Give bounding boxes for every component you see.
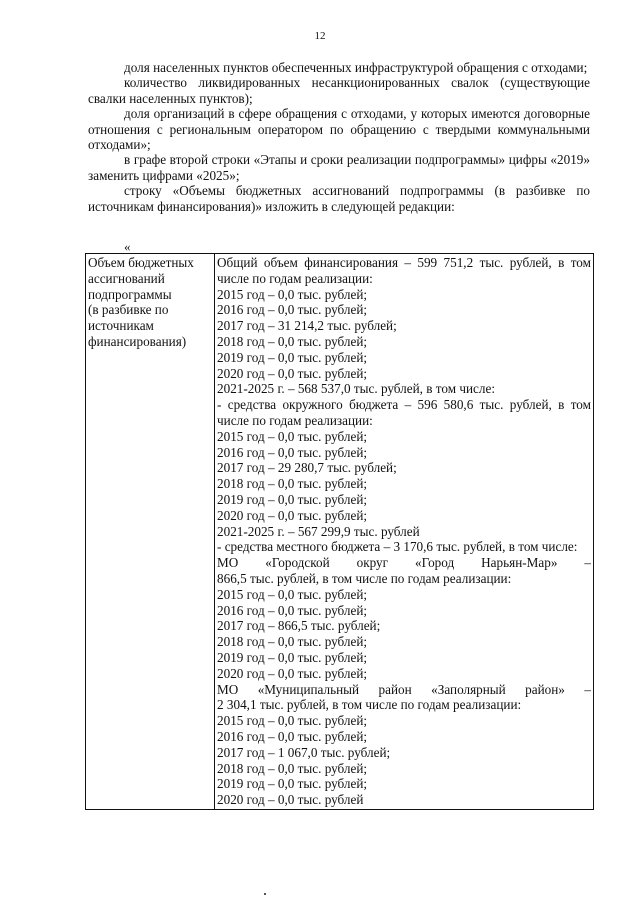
- table-row: [86, 254, 594, 810]
- year-line: 2021-2025 г. – 568 537,0 тыс. рублей, в том числе:: [217, 381, 496, 397]
- mo1-word: МО: [217, 555, 239, 571]
- paragraph: количество ликвидированных несанкционированных свалок (существующие свалки населенных пунктов);: [88, 75, 590, 106]
- paragraph: доля организаций в сфере обращения с отходами, у которых имеются договорные отношения с региональным оператором по обращению с твердыми коммунальными отходами»;: [88, 106, 590, 153]
- intro-text: [88, 60, 590, 214]
- year-line: 2021-2025 г. – 567 299,9 тыс. рублей: [217, 523, 420, 539]
- district-budget: - средства окружного бюджета – 596 580,6 тыс. рублей, в том числе по годам реализации:: [217, 397, 591, 428]
- year-line: 2016 год – 0,0 тыс. рублей;: [217, 602, 368, 618]
- mo1-word: –: [584, 555, 591, 571]
- budget-table: [85, 253, 594, 810]
- label-line: ассигнований: [88, 270, 165, 286]
- opening-quote: «: [124, 239, 131, 254]
- label-line: финансирования): [88, 333, 187, 349]
- year-line: 2016 год – 0,0 тыс. рублей;: [217, 302, 368, 318]
- label-line: источникам: [88, 318, 154, 334]
- mo1-word: «Городской: [265, 555, 330, 571]
- label-line: (в разбивке по: [88, 302, 169, 318]
- year-line: 2020 год – 0,0 тыс. рублей;: [217, 365, 368, 381]
- mo2-heading: [217, 682, 591, 698]
- mo1-total: 866,5 тыс. рублей, в том числе по годам реализации:: [217, 570, 512, 586]
- year-line: 2016 год – 0,0 тыс. рублей;: [217, 728, 368, 744]
- mo1-word: Нарьян-Мар»: [481, 555, 558, 571]
- year-line: 2017 год – 29 280,7 тыс. рублей;: [217, 460, 397, 476]
- year-line: 2016 год – 0,0 тыс. рублей;: [217, 444, 368, 460]
- mo2-word: «Муниципальный: [257, 681, 360, 697]
- year-line: 2015 год – 0,0 тыс. рублей;: [217, 713, 368, 729]
- mo1-word: «Город: [415, 555, 455, 571]
- mo1-word: округ: [356, 555, 389, 571]
- year-line: 2018 год – 0,0 тыс. рублей;: [217, 634, 368, 650]
- year-line: 2020 год – 0,0 тыс. рублей;: [217, 507, 368, 523]
- label-line: подпрограммы: [88, 286, 172, 302]
- year-line: 2019 год – 0,0 тыс. рублей;: [217, 491, 368, 507]
- paragraph: в графе второй строки «Этапы и сроки реализации подпрограммы» цифры «2019» заменить цифрами «2025»;: [88, 152, 590, 183]
- year-line: 2015 год – 0,0 тыс. рублей;: [217, 428, 368, 444]
- local-budget: - средства местного бюджета – 3 170,6 тыс. рублей, в том числе:: [217, 539, 578, 555]
- mo2-total: 2 304,1 тыс. рублей, в том числе по годам реализации:: [217, 697, 522, 713]
- year-line: 2019 год – 0,0 тыс. рублей;: [217, 349, 368, 365]
- year-line: 2018 год – 0,0 тыс. рублей;: [217, 760, 368, 776]
- year-line: 2015 год – 0,0 тыс. рублей;: [217, 286, 368, 302]
- paragraph: строку «Объемы бюджетных ассигнований подпрограммы (в разбивке по источникам финансирования)» изложить в следующей редакции:: [88, 183, 590, 214]
- paragraph: доля населенных пунктов обеспеченных инфраструктурой обращения с отходами;: [124, 60, 588, 75]
- page-number: 12: [314, 30, 326, 42]
- mo2-word: «Заполярный: [431, 681, 506, 697]
- year-line: 2020 год – 0,0 тыс. рублей: [217, 792, 364, 808]
- label-line: Объем бюджетных: [88, 255, 194, 270]
- year-line: 2015 год – 0,0 тыс. рублей;: [217, 586, 368, 602]
- scan-speck: [264, 893, 266, 895]
- year-line: 2017 год – 866,5 тыс. рублей;: [217, 618, 381, 634]
- year-line: 2019 год – 0,0 тыс. рублей;: [217, 649, 368, 665]
- year-line: 2018 год – 0,0 тыс. рублей;: [217, 333, 368, 349]
- mo2-word: район: [378, 681, 412, 697]
- mo1-heading: [217, 555, 591, 571]
- mo2-word: МО: [217, 681, 239, 697]
- year-line: 2017 год – 31 214,2 тыс. рублей;: [217, 318, 397, 334]
- funding-details-cell: [215, 254, 594, 810]
- row-label-cell: [86, 254, 215, 810]
- year-line: 2020 год – 0,0 тыс. рублей;: [217, 665, 368, 681]
- year-line: 2018 год – 0,0 тыс. рублей;: [217, 476, 368, 492]
- year-line: 2017 год – 1 067,0 тыс. рублей;: [217, 744, 391, 760]
- mo2-word: –: [584, 681, 591, 697]
- total-funding: Общий объем финансирования – 599 751,2 тыс. рублей, в том числе по годам реализации:: [217, 255, 591, 286]
- mo2-word: район»: [525, 681, 565, 697]
- year-line: 2019 год – 0,0 тыс. рублей;: [217, 776, 368, 792]
